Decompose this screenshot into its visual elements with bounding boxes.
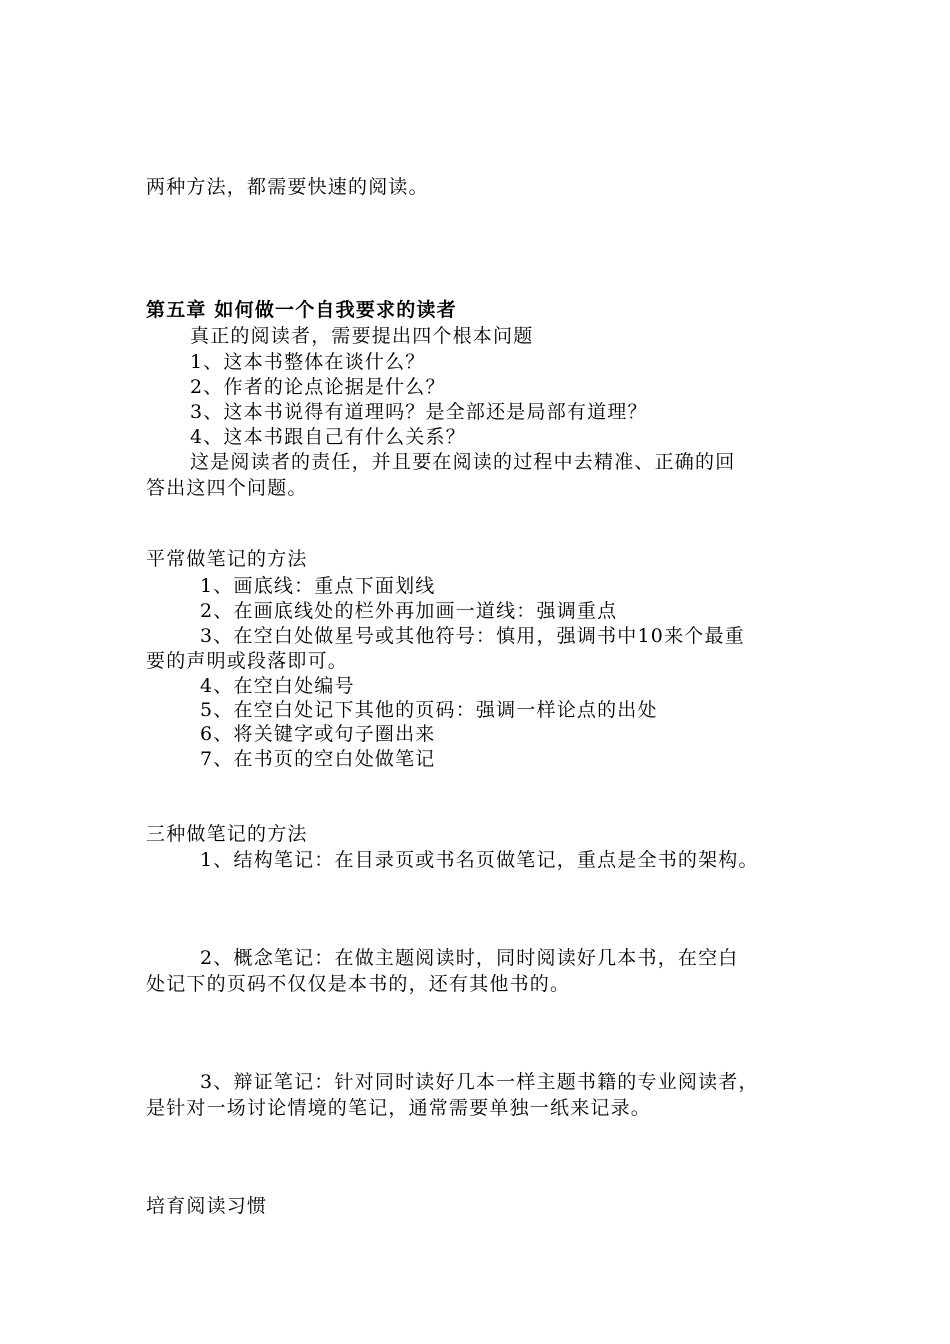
notes-method-item: 7、在书页的空白处做笔记 [200, 748, 436, 770]
notes-method-item: 要的声明或段落即可。 [146, 650, 349, 672]
notes-methods-title: 平常做笔记的方法 [146, 548, 308, 570]
notes-method-item: 3、在空白处做星号或其他符号：慎用，强调书中10来个最重 [200, 625, 745, 647]
notes-method-item: 6、将关键字或句子圈出来 [200, 723, 436, 745]
concept-note-line: 处记下的页码不仅仅是本书的，还有其他书的。 [146, 973, 571, 995]
question-item: 1、这本书整体在谈什么？ [190, 351, 426, 373]
questions-intro: 真正的阅读者，需要提出四个根本问题 [190, 325, 534, 347]
habit-title: 培育阅读习惯 [146, 1195, 268, 1217]
intro-line: 两种方法，都需要快速的阅读。 [146, 176, 429, 198]
notes-method-item: 2、在画底线处的栏外再加画一道线：强调重点 [200, 600, 618, 622]
responsibility-line: 答出这四个问题。 [146, 477, 308, 499]
dialectic-note-line: 是针对一场讨论情境的笔记，通常需要单独一纸来记录。 [146, 1097, 652, 1119]
question-item: 2、作者的论点论据是什么？ [190, 376, 446, 398]
notes-method-item: 4、在空白处编号 [200, 675, 355, 697]
question-item: 3、这本书说得有道理吗？是全部还是局部有道理？ [190, 401, 648, 423]
responsibility-line: 这是阅读者的责任，并且要在阅读的过程中去精准、正确的回 [190, 451, 736, 473]
chapter-heading: 第五章 如何做一个自我要求的读者 [146, 299, 457, 321]
dialectic-note-line: 3、辩证笔记：针对同时读好几本一样主题书籍的专业阅读者， [200, 1071, 759, 1093]
concept-note-line: 2、概念笔记：在做主题阅读时，同时阅读好几本书，在空白 [200, 947, 739, 969]
notes-method-item: 5、在空白处记下其他的页码：强调一样论点的出处 [200, 699, 658, 721]
three-methods-title: 三种做笔记的方法 [146, 823, 308, 845]
question-item: 4、这本书跟自己有什么关系？ [190, 426, 466, 448]
notes-method-item: 1、画底线：重点下面划线 [200, 575, 436, 597]
structure-note: 1、结构笔记：在目录页或书名页做笔记，重点是全书的架构。 [200, 849, 759, 871]
